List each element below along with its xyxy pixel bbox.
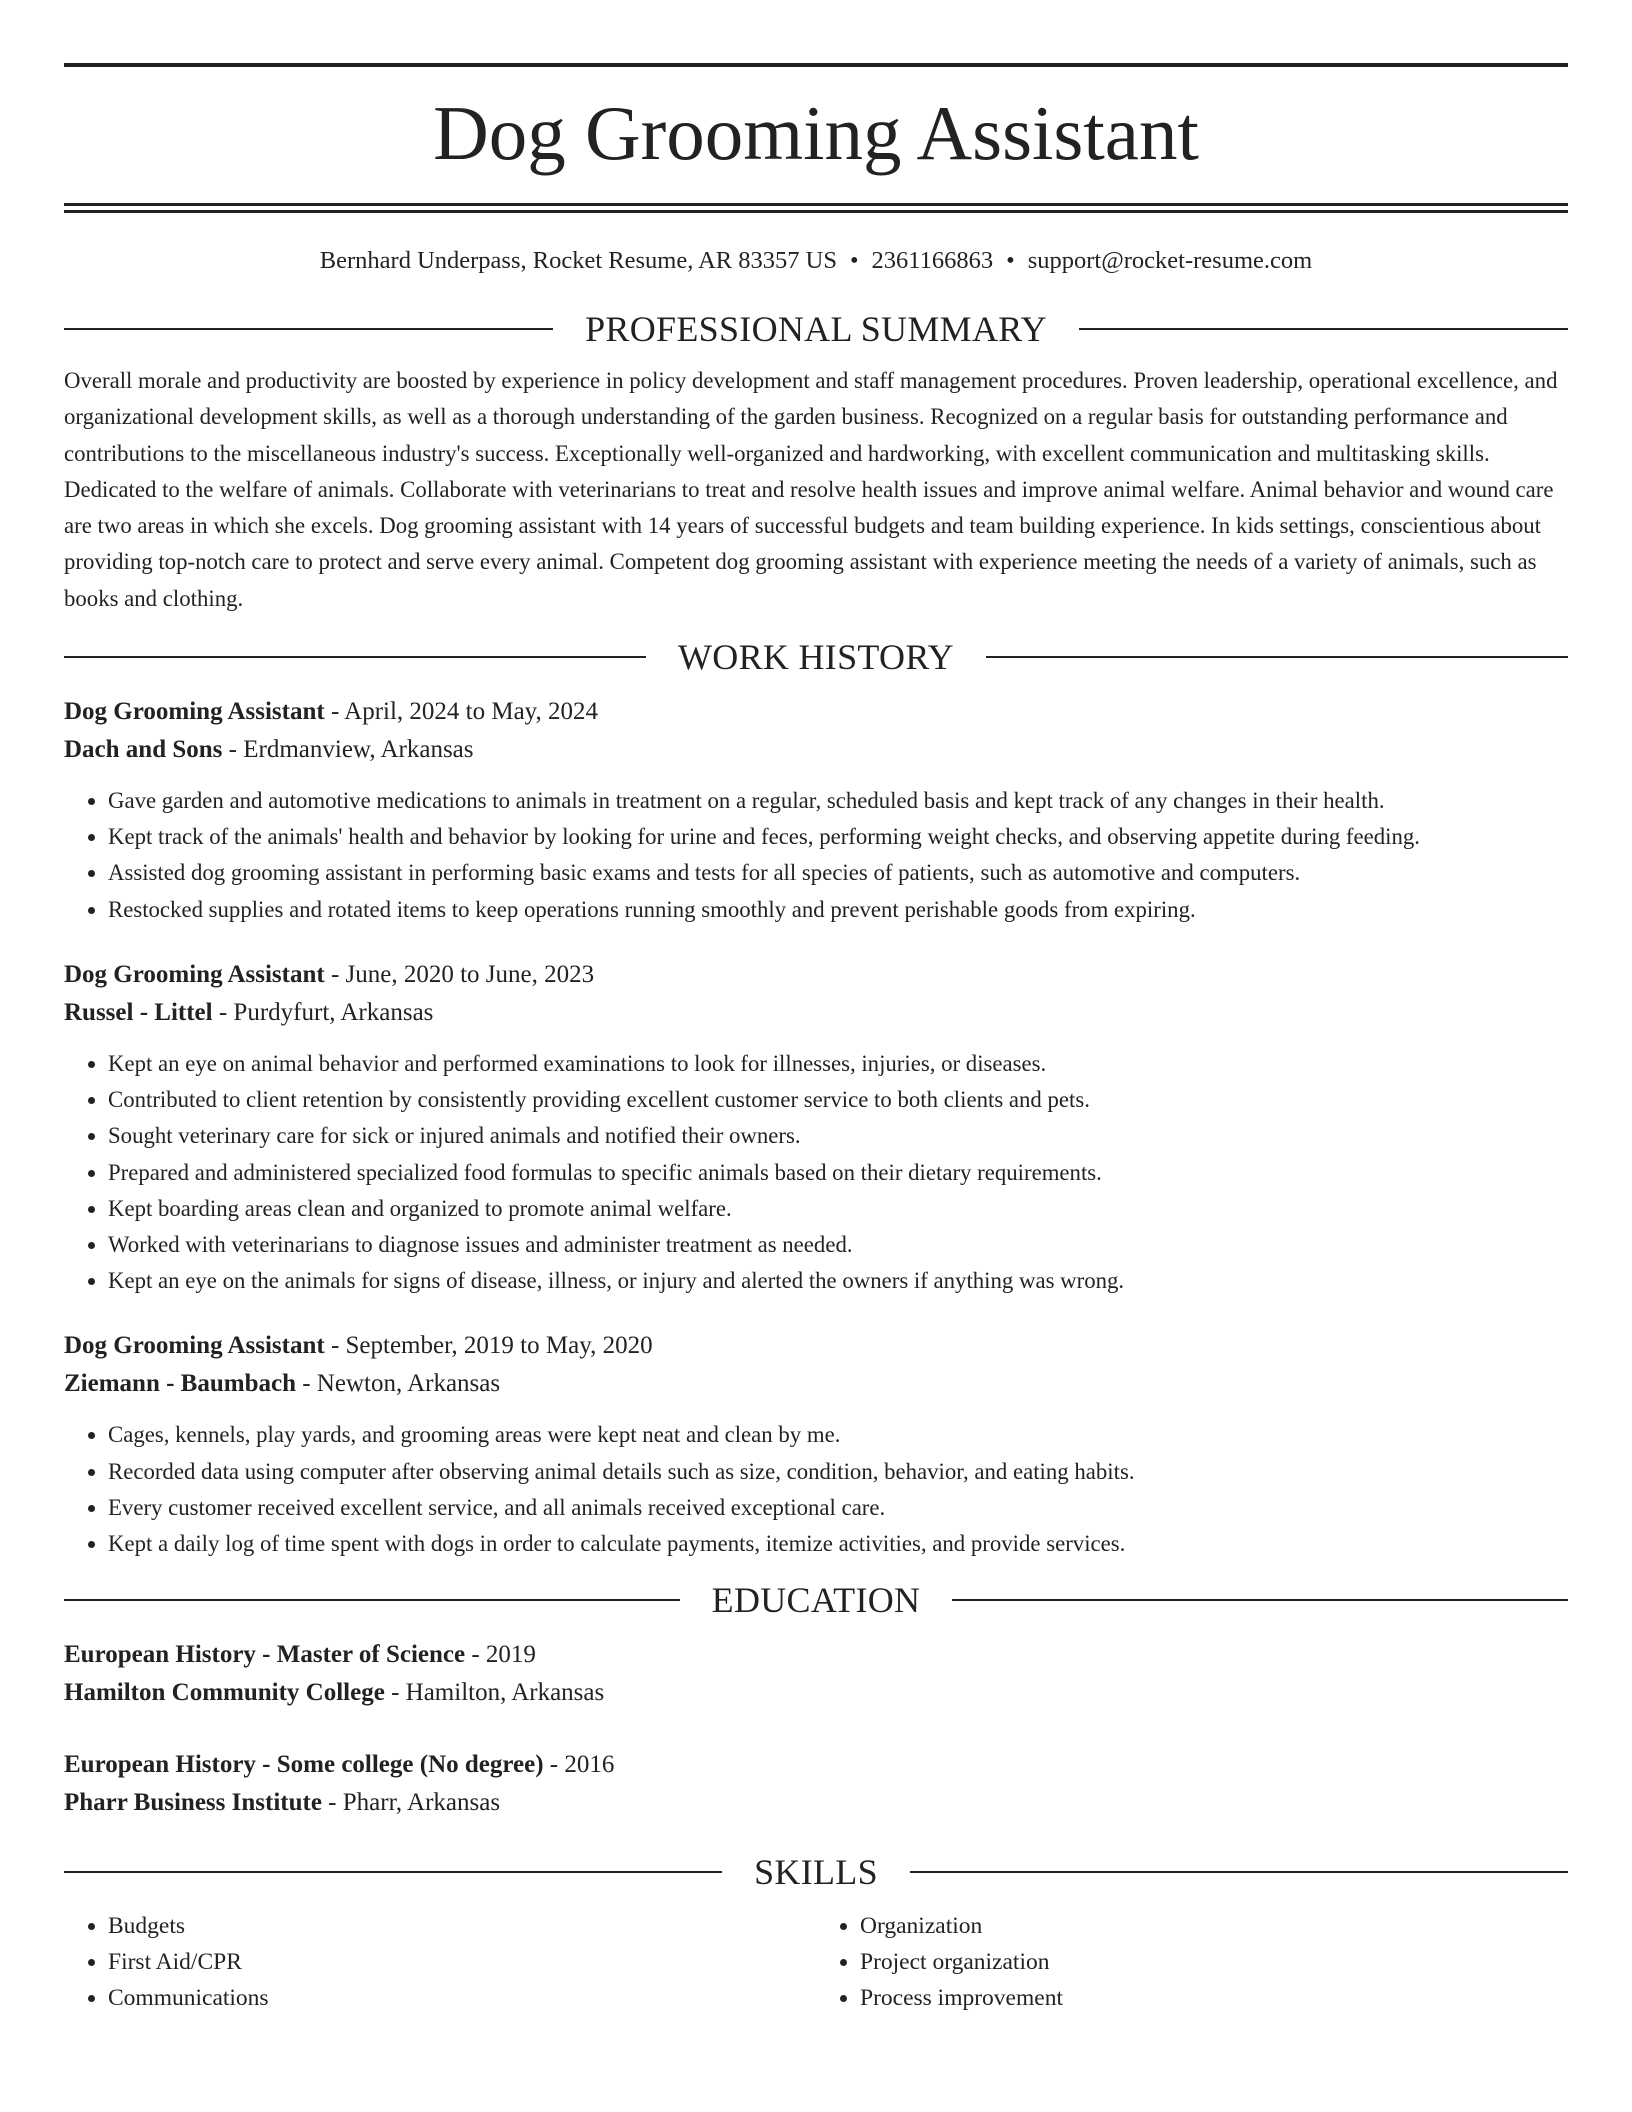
job-duty: • Prepared and administered specialized food formulas to specific animals based on their dietary requirements. xyxy=(108,1155,1568,1191)
job-duty: • Kept an eye on animal behavior and performed examinations to look for illnesses, injuries, or diseases. xyxy=(108,1046,1568,1082)
job-duty: • Kept a daily log of time spent with dogs in order to calculate payments, itemize activities, and provide services. xyxy=(108,1526,1568,1562)
resume-title: Dog Grooming Assistant xyxy=(433,90,1199,176)
skill-item: • First Aid/CPR xyxy=(108,1944,816,1980)
job-location: - Purdyfurt, Arkansas xyxy=(218,998,434,1026)
work-section-heading xyxy=(64,637,1568,677)
skills-column-left xyxy=(64,1908,816,2016)
job-duty: • Sought veterinary care for sick or injured animals and notified their owners. xyxy=(108,1118,1568,1154)
education-degree: European History - Some college (No degree) xyxy=(64,1751,544,1779)
contact-email: support@rocket-resume.com xyxy=(1027,247,1313,274)
heading-rule xyxy=(986,656,1568,658)
heading-rule xyxy=(1079,328,1568,330)
job-duties xyxy=(64,1046,1568,1299)
job-location: - Newton, Arkansas xyxy=(302,1370,501,1398)
education-location: - Pharr, Arkansas xyxy=(328,1789,501,1817)
job-duty: • Contributed to client retention by consistently providing excellent customer service to both clients and pets. xyxy=(108,1082,1568,1118)
education-school-line xyxy=(64,1674,1568,1712)
job-employer-line xyxy=(64,731,1568,769)
summary-section-heading xyxy=(64,309,1568,349)
contact-address: Bernhard Underpass, Rocket Resume, AR 83357 US xyxy=(319,247,837,274)
contact-phone: 2361166863 xyxy=(871,247,994,274)
job-employer: Dach and Sons xyxy=(64,736,223,764)
job-dates: - June, 2020 to June, 2023 xyxy=(330,960,595,988)
skills-section-heading xyxy=(64,1852,1568,1892)
skill-item: • Organization xyxy=(860,1908,1568,1944)
job-entry xyxy=(64,693,1568,928)
job-duties xyxy=(64,1417,1568,1562)
job-employer-line xyxy=(64,994,1568,1032)
job-title-line xyxy=(64,1327,1568,1365)
education-entry xyxy=(64,1636,1568,1712)
contact-separator: • xyxy=(849,247,859,274)
contact-line xyxy=(64,245,1568,277)
job-duty: • Kept an eye on the animals for signs of disease, illness, or injury and alerted the owners if anything was wrong. xyxy=(108,1263,1568,1299)
job-entry xyxy=(64,956,1568,1299)
job-duty: • Restocked supplies and rotated items to keep operations running smoothly and prevent perishable goods from expiring. xyxy=(108,892,1568,928)
education-location: - Hamilton, Arkansas xyxy=(391,1679,605,1707)
job-duty: • Kept track of the animals' health and behavior by looking for urine and feces, performing weight checks, and observing appetite during feeding. xyxy=(108,819,1568,855)
education-degree-line xyxy=(64,1746,1568,1784)
job-duty: • Every customer received excellent service, and all animals received exceptional care. xyxy=(108,1490,1568,1526)
heading-rule xyxy=(64,1871,722,1873)
education-school-line xyxy=(64,1784,1568,1822)
heading-label: SKILLS xyxy=(754,1852,878,1893)
skill-item: • Project organization xyxy=(860,1944,1568,1980)
heading-rule xyxy=(64,656,646,658)
job-title: Dog Grooming Assistant xyxy=(64,960,325,988)
job-employer: Russel - Littel xyxy=(64,998,213,1026)
education-section-heading xyxy=(64,1580,1568,1620)
contact-separator: • xyxy=(1006,247,1015,274)
job-dates: - April, 2024 to May, 2024 xyxy=(330,698,599,726)
job-duty: • Assisted dog grooming assistant in performing basic exams and tests for all species of patients, such as automotive and computers. xyxy=(108,855,1568,891)
job-entry xyxy=(64,1327,1568,1562)
heading-label: EDUCATION xyxy=(711,1580,921,1621)
job-duty: • Recorded data using computer after observing animal details such as size, condition, behavior, and eating habits. xyxy=(108,1454,1568,1490)
job-dates: - September, 2019 to May, 2020 xyxy=(330,1332,653,1360)
heading-rule xyxy=(952,1599,1568,1601)
skills-column-right xyxy=(816,1908,1568,2016)
education-year: - 2019 xyxy=(471,1641,536,1669)
education-school: Pharr Business Institute xyxy=(64,1789,322,1817)
job-title-line xyxy=(64,956,1568,994)
heading-rule xyxy=(64,1599,680,1601)
education-degree: European History - Master of Science xyxy=(64,1641,466,1669)
resume-page xyxy=(64,0,1568,2016)
job-duties xyxy=(64,783,1568,928)
job-duty: • Gave garden and automotive medications to animals in treatment on a regular, scheduled basis and kept track of any changes in their health. xyxy=(108,783,1568,819)
job-duty: • Kept boarding areas clean and organized to promote animal welfare. xyxy=(108,1191,1568,1227)
education-year: - 2016 xyxy=(549,1751,615,1779)
top-rule xyxy=(64,63,1568,67)
skill-item: • Budgets xyxy=(108,1908,816,1944)
skill-item: • Process improvement xyxy=(860,1980,1568,2016)
heading-rule xyxy=(64,328,553,330)
skill-item: • Communications xyxy=(108,1980,816,2016)
job-location: - Erdmanview, Arkansas xyxy=(228,736,474,764)
heading-label: WORK HISTORY xyxy=(678,637,954,678)
job-duty: • Cages, kennels, play yards, and grooming areas were kept neat and clean by me. xyxy=(108,1417,1568,1453)
education-school: Hamilton Community College xyxy=(64,1679,385,1707)
heading-label: PROFESSIONAL SUMMARY xyxy=(585,309,1047,349)
job-duty: • Worked with veterinarians to diagnose issues and administer treatment as needed. xyxy=(108,1227,1568,1263)
job-title-line xyxy=(64,693,1568,731)
job-employer: Ziemann - Baumbach xyxy=(64,1370,296,1398)
summary-text: Overall morale and productivity are boosted by experience in policy development and staff management procedures. Proven leadership, operational excellence, and organizational development skills, as well as a thorough understanding of the garden business. Recognized on a regular basis for outstanding performance and contributions to the miscellaneous industry's success. Exceptionally well-organized and hardworking, with excellent communication and multitasking skills. Dedicated to the welfare of animals. Collaborate with veterinarians to treat and resolve health issues and improve animal welfare. Animal behavior and wound care are two areas in which she excels. Dog grooming assistant with 14 years of successful budgets and team building experience. In kids settings, conscientious about providing top-notch care to protect and serve every animal. Competent dog grooming assistant with experience meeting the needs of a variety of animals, such as books and clothing. xyxy=(64,368,1558,611)
skills-list xyxy=(64,1908,1568,2016)
job-title: Dog Grooming Assistant xyxy=(64,698,325,726)
education-entry xyxy=(64,1746,1568,1822)
heading-rule xyxy=(910,1871,1568,1873)
job-employer-line xyxy=(64,1365,1568,1403)
title-double-rule xyxy=(64,203,1568,213)
job-title: Dog Grooming Assistant xyxy=(64,1332,325,1360)
education-degree-line xyxy=(64,1636,1568,1674)
